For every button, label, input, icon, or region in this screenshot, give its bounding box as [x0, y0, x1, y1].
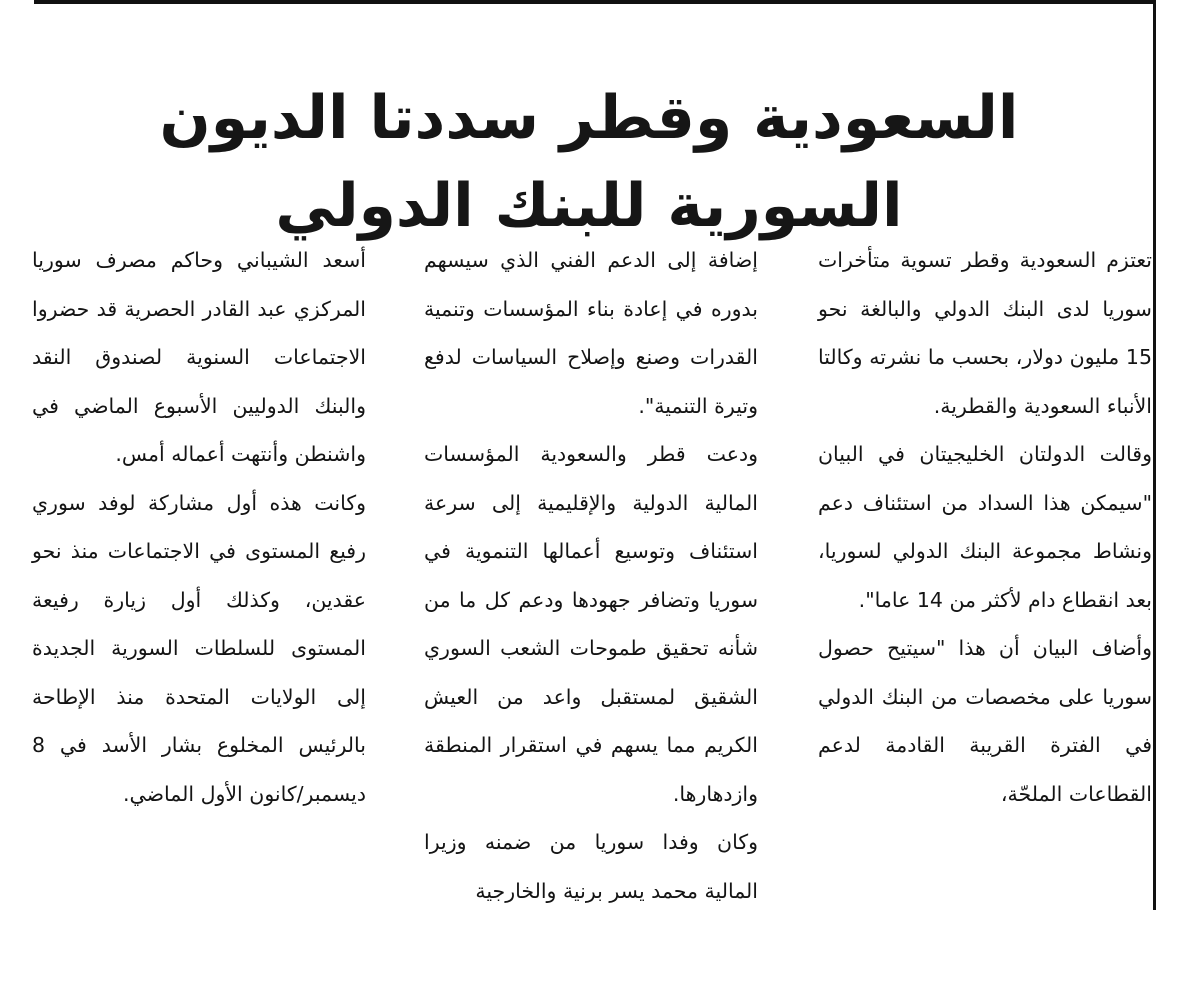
top-border-rule [34, 0, 1156, 4]
headline-line-1: السعودية وقطر سددتا الديون [159, 83, 1019, 154]
body-paragraph: وكانت هذه أول مشاركة لوفد سوري رفيع المستوى في الاجتماعات منذ نحو عقدين، وكذلك أول زيارة رفيعة المستوى للسلطات السورية الجديدة إلى الولايات المتحدة منذ الإطاحة بالرئيس المخلوع بشار الأسد في 8 ديسمبر/كانون الأول الماضي. [32, 490, 366, 806]
body-paragraph: وكان وفدا سوريا من ضمنه وزيرا المالية محمد يسر برنية والخارجية [424, 830, 758, 903]
body-paragraph: إضافة إلى الدعم الفني الذي سيسهم بدوره في إعادة بناء المؤسسات وتنمية القدرات وصنع وإصلاح السياسات لدفع وتيرة التنمية". [424, 248, 758, 418]
right-border-rule [1153, 0, 1156, 910]
body-paragraph: وأضاف البيان أن هذا "سيتيح حصول سوريا على مخصصات من البنك الدولي في الفترة القريبة القادمة لدعم القطاعات الملحّة، [818, 636, 1152, 806]
body-paragraph: ودعت قطر والسعودية المؤسسات المالية الدولية والإقليمية إلى سرعة استئناف وتوسيع أعمالها التنموية في سوريا وتضافر جهودها ودعم كل ما من شأنه تحقيق طموحات الشعب السوري الشقيق لمستقبل واعد من العيش الكريم مما يسهم في استقرار المنطقة وازدهارها. [424, 442, 758, 806]
body-paragraph: تعتزم السعودية وقطر تسوية متأخرات سوريا لدى البنك الدولي والبالغة نحو 15 مليون دولار، بحسب ما نشرته وكالتا الأنباء السعودية والقطرية. [818, 248, 1152, 418]
body-paragraph: وقالت الدولتان الخليجيتان في البيان "سيمكن هذا السداد من استئناف دعم ونشاط مجموعة البنك الدولي لسوريا، بعد انقطاع دام لأكثر من 14 عاما". [818, 442, 1152, 612]
article-column-3 [32, 236, 366, 818]
body-paragraph: أسعد الشيباني وحاكم مصرف سوريا المركزي عبد القادر الحصرية قد حضروا الاجتماعات السنوية لصندوق النقد والبنك الدوليين الأسبوع الماضي في واشنطن وأنتهت أعماله أمس. [32, 248, 366, 466]
article-column-2 [424, 236, 758, 915]
article-column-1 [818, 236, 1152, 818]
article-headline [40, 74, 1138, 250]
headline-line-2: السورية للبنك الدولي [275, 171, 903, 242]
